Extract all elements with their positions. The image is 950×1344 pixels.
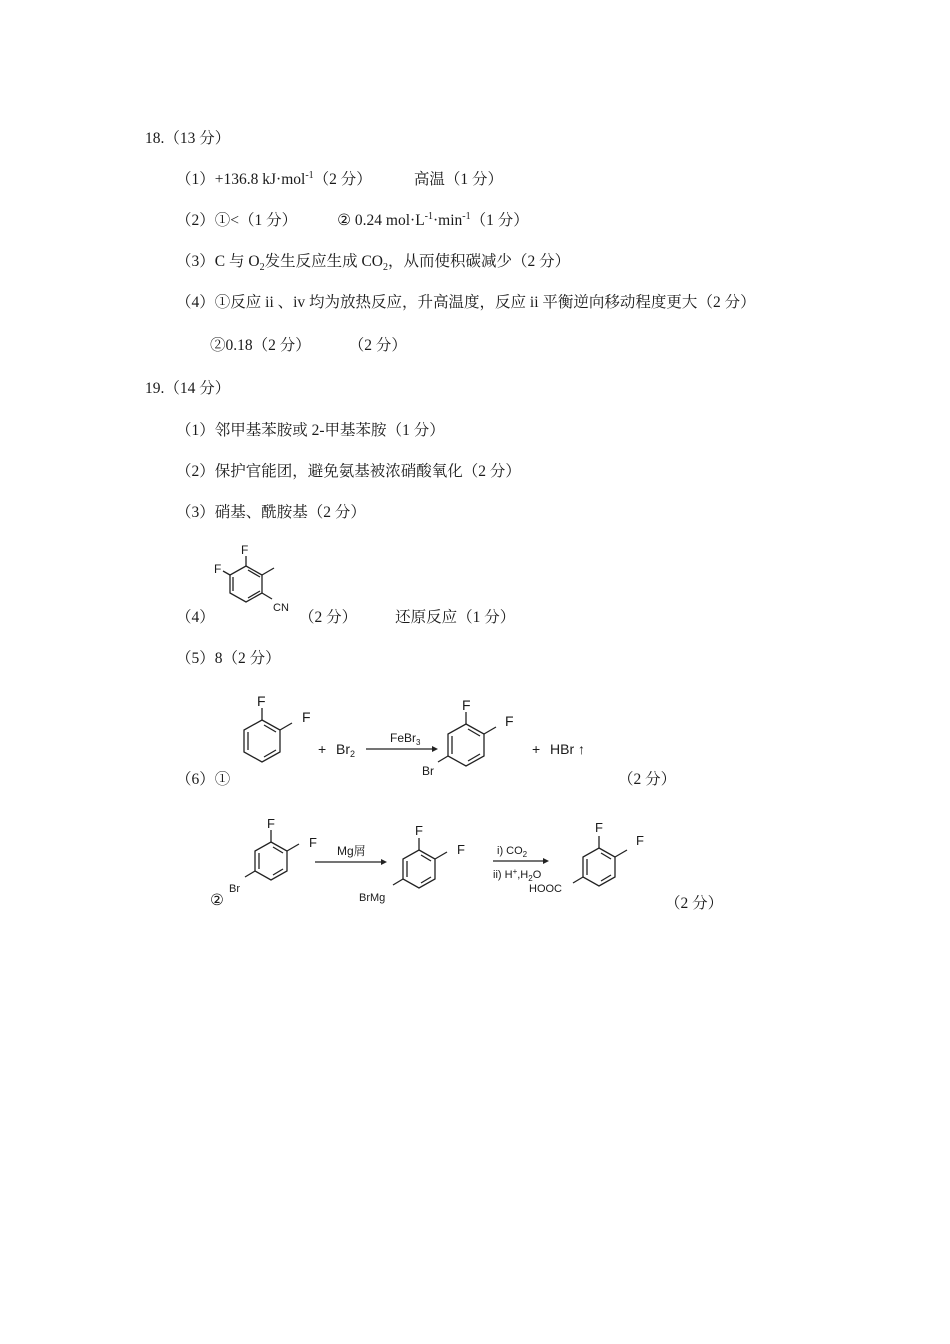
- answer-text: 硝基、酰胺基: [214, 504, 308, 521]
- score: （1 分）: [470, 212, 529, 229]
- fluorine-label: F: [462, 697, 471, 713]
- step-one-reagent: i) $CO_2$: [497, 845, 528, 859]
- answer-a: ①<: [214, 212, 240, 229]
- answer-text: ，从而使积碳减少: [387, 253, 512, 270]
- part-label: （2）: [176, 212, 215, 229]
- bromine-label: Br: [229, 883, 240, 895]
- catalyst-label: FeBr$_3$: [390, 731, 421, 747]
- q18-part4a: [176, 290, 756, 312]
- q18-part3: [176, 249, 570, 273]
- part-label: （2）: [176, 463, 215, 480]
- q19-header: 19.（14 分）: [145, 380, 231, 397]
- score: （2 分）: [307, 504, 366, 521]
- answer-text: C 与 O: [214, 253, 260, 270]
- score: （2 分）: [697, 294, 756, 311]
- q18-part4b: [210, 333, 407, 355]
- score: （2 分）: [252, 337, 311, 354]
- score: （2 分）: [665, 895, 724, 912]
- bromine-label: Br: [422, 764, 434, 778]
- q19-part6-equation1: [230, 690, 680, 790]
- q19-part4-answers: [299, 605, 515, 627]
- q18-part2: [176, 208, 529, 230]
- exponent: -1: [305, 169, 314, 181]
- rate-unit: ·min: [433, 212, 463, 229]
- fluorine-label: F: [257, 693, 266, 709]
- score: （2 分）: [222, 650, 281, 667]
- q19-part4-label: （4）: [176, 609, 215, 626]
- fluorine-label: F: [636, 833, 644, 848]
- q18-header: 18.（13 分）: [145, 130, 231, 147]
- exponent: -1: [424, 210, 434, 222]
- cyano-label: CN: [273, 602, 289, 614]
- answer-text: 发生反应生成 CO: [264, 253, 383, 270]
- score: （2 分）: [618, 771, 677, 788]
- answer-text: 邻甲基苯胺或 2-甲基苯胺: [214, 422, 387, 439]
- score: （2 分）: [299, 609, 358, 626]
- q19-part6-equation2: [225, 812, 655, 912]
- score: （1 分）: [457, 609, 516, 626]
- enthalpy-value: +136.8 kJ·mol: [214, 171, 306, 188]
- score: （2 分）: [512, 253, 571, 270]
- part-label: （3）: [176, 504, 215, 521]
- fluorine-label: F: [309, 835, 317, 850]
- fluorine-label: F: [302, 709, 311, 725]
- magnesium-reagent: Mg屑: [337, 844, 366, 858]
- fluorine-label: F: [267, 816, 275, 831]
- score: （1 分）: [386, 422, 445, 439]
- q19-part3: [176, 500, 366, 522]
- answer-value: ②0.18: [210, 337, 253, 354]
- step-two-reagent: ii) $H^+,H_2O$: [493, 867, 542, 883]
- part-label: （1）: [176, 422, 215, 439]
- score: （2 分）: [348, 337, 407, 354]
- fluorine-label: F: [415, 823, 423, 838]
- fluorine-label: F: [457, 842, 465, 857]
- rate-value: ② 0.24 mol·L: [337, 212, 425, 229]
- bromine-reagent: $Br_2$: [336, 741, 356, 759]
- fluorine-label: F: [241, 543, 249, 557]
- part-label: （4）: [176, 294, 215, 311]
- subscript: 2: [259, 262, 265, 274]
- score: （1 分）: [444, 171, 503, 188]
- part-label: （3）: [176, 253, 215, 270]
- part-label: （1）: [176, 171, 215, 188]
- answer-text: 还原反应: [395, 609, 458, 626]
- q19-part2: [176, 459, 521, 481]
- part-label: （5）: [176, 650, 215, 667]
- score: （2 分）: [462, 463, 521, 480]
- q19-part4-structure: [210, 540, 310, 620]
- condition-answer: 高温: [413, 171, 445, 188]
- q19-part1: [176, 418, 445, 440]
- grignard-label: BrMg: [359, 892, 386, 904]
- fluorine-label: F: [505, 713, 514, 729]
- plus-sign: +: [318, 741, 327, 757]
- answer-value: 8: [214, 650, 223, 667]
- answer-text: 保护官能团，避免氨基被浓硝酸氧化: [214, 463, 463, 480]
- q19-part5: [176, 646, 281, 668]
- answer-text: ①反应 ii 、iv 均为放热反应，升高温度，反应 ii 平衡逆向移动程度更大: [214, 294, 698, 311]
- q19-part6-label: （6）①: [176, 771, 231, 788]
- score: （2 分）: [313, 171, 372, 188]
- subscript: 2: [382, 262, 388, 274]
- plus-sign: +: [532, 741, 541, 757]
- hbr-byproduct: HBr ↑: [550, 741, 585, 757]
- carboxyl-label: HOOC: [529, 883, 562, 895]
- fluorine-label: F: [595, 820, 603, 835]
- exponent: -1: [462, 210, 471, 222]
- score: （1 分）: [239, 212, 298, 229]
- q18-part1: [176, 167, 503, 189]
- fluorine-label: F: [214, 562, 222, 576]
- circle-two: ②: [210, 892, 224, 909]
